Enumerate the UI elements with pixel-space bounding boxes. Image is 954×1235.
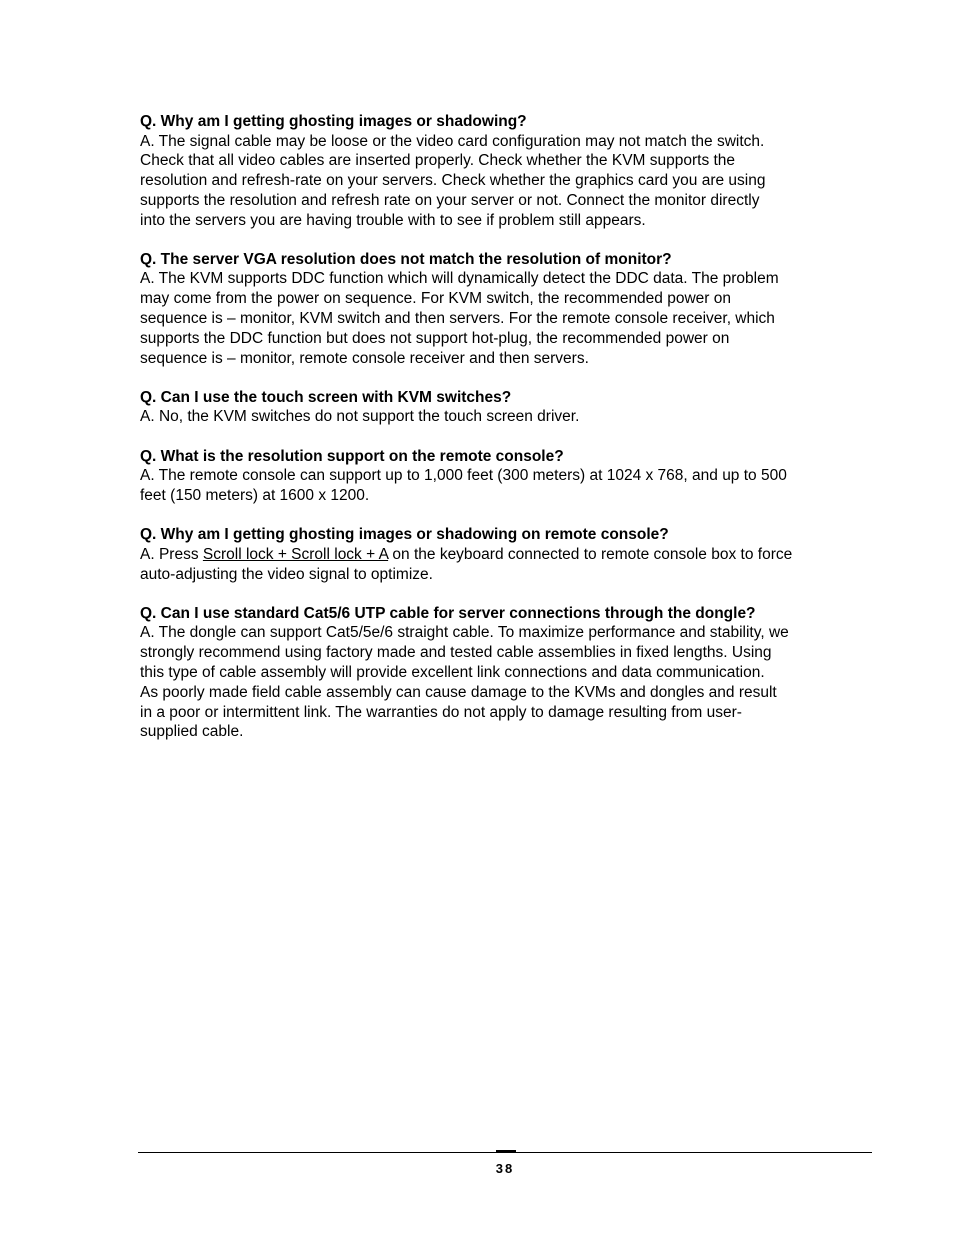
faq-item	[140, 388, 880, 427]
faq-answer	[140, 407, 880, 427]
answer-line: strongly recommend using factory made and tested cable assemblies in fixed lengths. Using	[140, 644, 772, 662]
key-combination: Scroll lock + Scroll lock + A	[202, 545, 389, 563]
answer-text: A. Press	[140, 545, 203, 563]
answer-line: may come from the power on sequence. For KVM switch, the recommended power on	[140, 290, 731, 308]
page-number: 38	[495, 1161, 515, 1176]
answer-line: sequence is – monitor, KVM switch and then servers. For the remote console receiver, which	[140, 310, 775, 328]
answer-line: sequence is – monitor, remote console receiver and then servers.	[140, 349, 589, 367]
answer-line: A. The KVM supports DDC function which will dynamically detect the DDC data. The problem	[140, 270, 779, 288]
answer-line: resolution and refresh-rate on your servers. Check whether the graphics card you are using	[140, 172, 766, 190]
answer-line: supports the DDC function but does not support hot-plug, the recommended power on	[140, 329, 730, 347]
answer-line: auto-adjusting the video signal to optimize.	[140, 565, 433, 583]
faq-question: Q. Why am I getting ghosting images or shadowing?	[140, 113, 527, 130]
answer-text: on the keyboard connected to remote console box to force	[388, 545, 793, 563]
faq-answer	[140, 269, 880, 368]
faq-answer	[140, 623, 880, 742]
faq-answer	[140, 466, 880, 506]
answer-line: feet (150 meters) at 1600 x 1200.	[140, 487, 370, 505]
answer-line: A. No, the KVM switches do not support the touch screen driver.	[140, 408, 580, 426]
faq-item	[140, 112, 880, 230]
faq-question: Q. What is the resolution support on the remote console?	[140, 447, 564, 465]
answer-line: into the servers you are having trouble with to see if problem still appears.	[140, 211, 646, 229]
faq-question: Q. Can I use the touch screen with KVM switches?	[140, 388, 512, 406]
answer-line: A. The signal cable may be loose or the video card configuration may not match the switch.	[140, 132, 765, 150]
faq-item	[140, 447, 880, 506]
faq-content	[140, 112, 880, 762]
answer-line	[140, 545, 880, 565]
faq-item	[140, 525, 880, 584]
faq-question: Q. Can I use standard Cat5/6 UTP cable for server connections through the dongle?	[140, 604, 756, 622]
answer-line: this type of cable assembly will provide excellent link connections and data communication.	[140, 664, 765, 682]
answer-line: supplied cable.	[140, 723, 244, 741]
faq-question: Q. Why am I getting ghosting images or shadowing on remote console?	[140, 526, 669, 544]
answer-line: supports the resolution and refresh rate on your server or not. Connect the monitor directly	[140, 191, 760, 209]
faq-answer	[140, 545, 880, 585]
faq-item	[140, 250, 880, 368]
faq-answer	[140, 132, 880, 231]
answer-line: in a poor or intermittent link. The warranties do not apply to damage resulting from user-	[140, 703, 742, 721]
faq-item	[140, 604, 880, 742]
answer-line: A. The dongle can support Cat5/5e/6 straight cable. To maximize performance and stability, we	[140, 624, 789, 642]
faq-question: Q. The server VGA resolution does not match the resolution of monitor?	[140, 250, 672, 268]
answer-line: A. The remote console can support up to 1,000 feet (300 meters) at 1024 x 768, and up to 500	[140, 467, 787, 485]
footer-divider-tab	[496, 1150, 516, 1153]
answer-line: As poorly made field cable assembly can cause damage to the KVMs and dongles and result	[140, 683, 777, 701]
answer-line: Check that all video cables are inserted properly. Check whether the KVM supports the	[140, 152, 736, 170]
